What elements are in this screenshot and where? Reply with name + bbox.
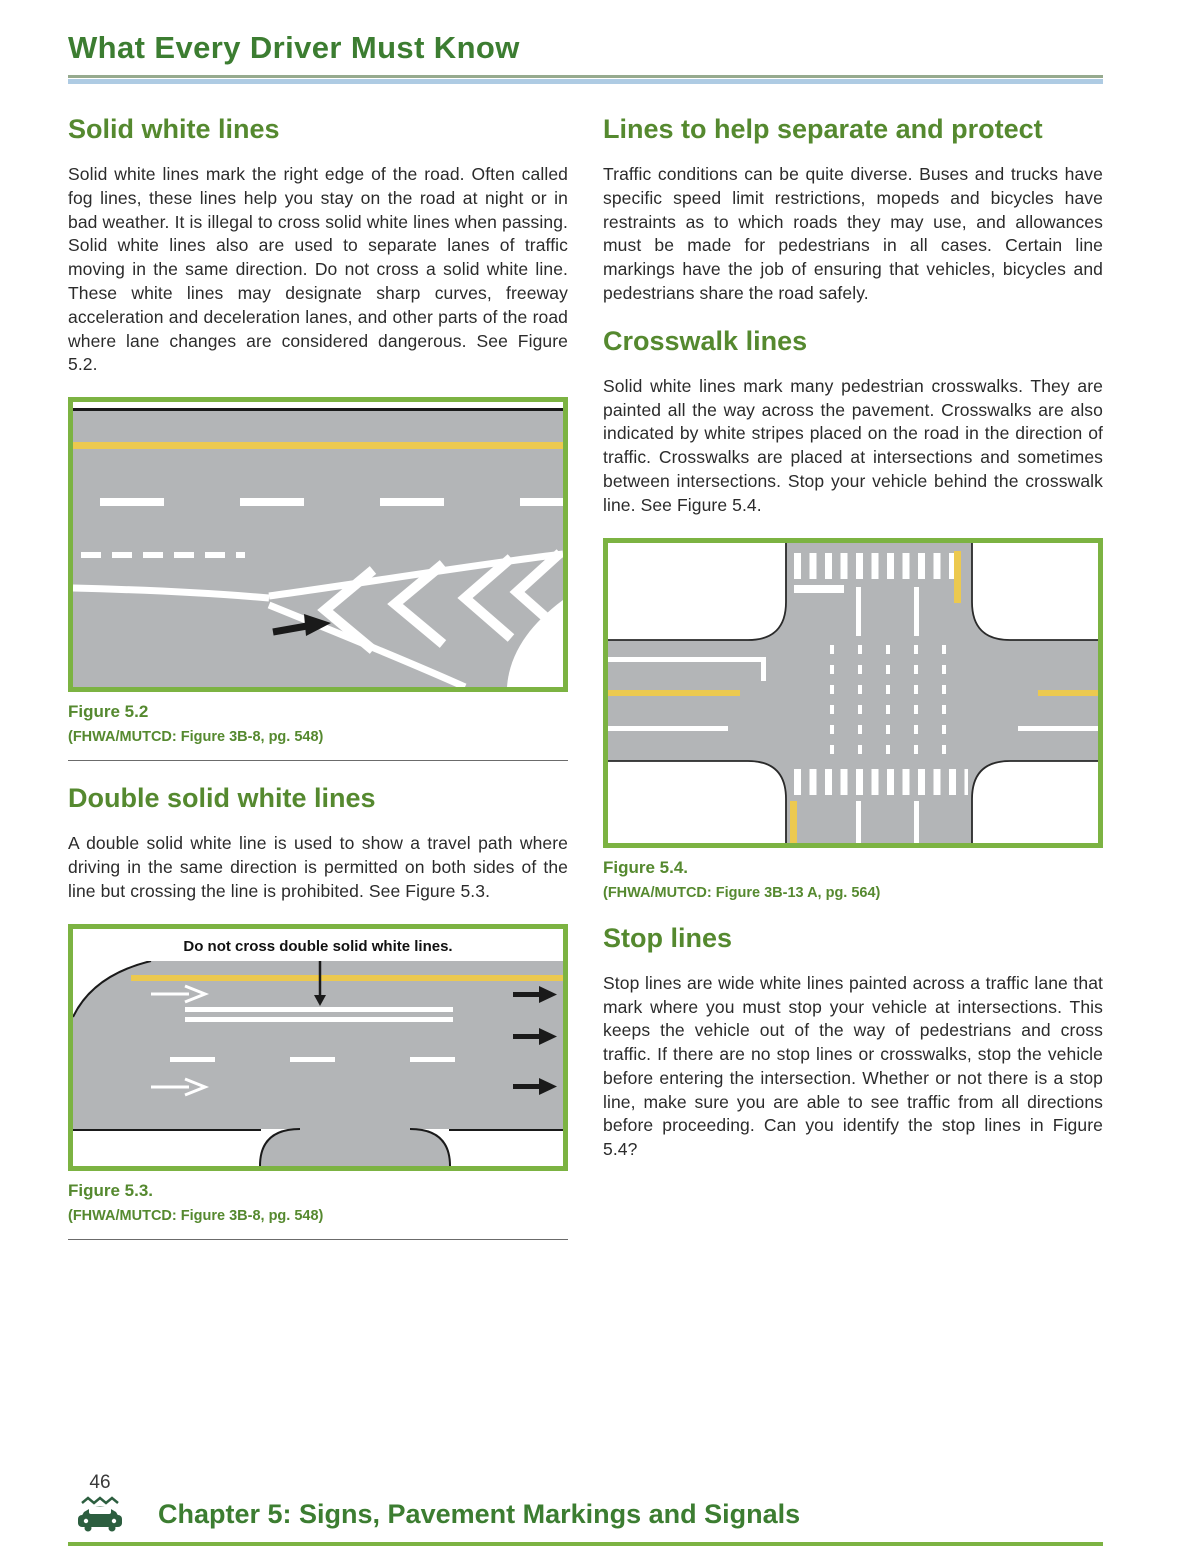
section-divider xyxy=(68,1239,568,1240)
header-rule-blue xyxy=(68,79,1103,84)
yellow-edge-line xyxy=(131,975,563,981)
figure-5-2-source: (FHWA/MUTCD: Figure 3B-8, pg. 548) xyxy=(68,729,324,746)
figure-5-3-source: (FHWA/MUTCD: Figure 3B-8, pg. 548) xyxy=(68,1207,324,1224)
page-number: 46 xyxy=(89,1472,111,1493)
heading-stop-lines: Stop lines xyxy=(603,922,733,953)
car-icon xyxy=(74,1496,126,1532)
heading-double-solid-white-lines: Double solid white lines xyxy=(68,783,376,814)
figure-5-2-caption: Figure 5.2 xyxy=(68,702,149,722)
header-rule-green xyxy=(68,75,1103,78)
right-column xyxy=(603,108,1103,1262)
paragraph-solid-white-lines: Solid white lines mark the right edge of the road. Often called fog lines, these lines help you stay on the road at night or in bad weather. It is illegal to cross solid white lines when passing. Solid white lines also are used to separate lanes of traffic moving in the same direction. Do not cross a solid white line. These white lines may designate sharp curves, freeway acceleration and deceleration lanes, and other parts of the road where lane changes are considered dangerous. See Figure 5.2. xyxy=(68,164,568,375)
paragraph-stop-lines: Stop lines are wide white lines painted across a traffic lane that mark where you must stop your vehicle at intersections. This keeps the vehicle out of the way of pedestrians and cross traffic. If there are no stop lines or crosswalks, stop the vehicle before entering the intersection. Whether or not there is a stop line, make sure you are able to see traffic from all directions before proceeding. Can you identify the stop lines in Figure 5.4? xyxy=(603,972,1103,1160)
figure-5-4-source: (FHWA/MUTCD: Figure 3B-13 A, pg. 564) xyxy=(603,884,881,901)
page-footer xyxy=(68,1472,1103,1546)
road-top-edge-line xyxy=(73,408,563,411)
paragraph-lines-separate-protect: Traffic conditions can be quite diverse. Buses and trucks have specific speed limit restrictions, mopeds and bicycles have restraints as to which roads they may use, and allowances must be made for pedestrians in all cases. Certain line markings have the job of ensuring that vehicles, bicycles and pedestrians share the road safely. xyxy=(603,164,1103,304)
figure-5-3-double-line-diagram xyxy=(68,924,568,1171)
figure-5-2-road-image xyxy=(73,402,563,687)
double-white-line-upper xyxy=(185,1007,453,1012)
heading-lines-separate-protect: Lines to help separate and protect xyxy=(603,114,1043,144)
heading-crosswalk-lines: Crosswalk lines xyxy=(603,325,808,356)
footer-rule-green xyxy=(68,1542,1103,1546)
chapter-title: Chapter 5: Signs, Pavement Markings and Signals xyxy=(158,1499,801,1529)
figure-5-3-road-image xyxy=(73,961,563,1166)
road-surface xyxy=(73,411,563,687)
heading-solid-white-lines: Solid white lines xyxy=(68,114,280,144)
stop-line-top xyxy=(794,585,844,593)
figure-5-3-caption: Figure 5.3. xyxy=(68,1180,154,1200)
page-title: What Every Driver Must Know xyxy=(68,30,520,65)
double-white-line-lower xyxy=(185,1017,453,1022)
section-divider xyxy=(68,760,568,761)
figure-5-4-intersection-diagram xyxy=(603,538,1103,848)
two-column-content xyxy=(68,108,1103,1262)
paragraph-double-solid-white-lines: A double solid white line is used to show a travel path where driving in the same direction is permitted on both sides of the line but crossing the line is prohibited. See Figure 5.3. xyxy=(68,833,568,901)
left-column xyxy=(68,108,568,1262)
paragraph-crosswalk-lines: Solid white lines mark many pedestrian crosswalks. They are painted all the way across the pavement. Crosswalks are also indicated by white stripes placed on the road in the direction of traffic. Crosswalks are placed at intersections and sometimes between intersections. Stop your vehicle behind the crosswalk line. See Figure 5.4. xyxy=(603,375,1103,515)
figure-5-3-inner-label: Do not cross double solid white lines. xyxy=(73,929,563,961)
yellow-edge-line xyxy=(73,442,563,449)
page-header xyxy=(68,30,1103,84)
figure-5-4-road-image xyxy=(608,543,1098,843)
figure-5-2-merge-lane-diagram xyxy=(68,397,568,692)
road-surface xyxy=(73,961,563,1129)
figure-5-4-caption: Figure 5.4. xyxy=(603,857,689,877)
